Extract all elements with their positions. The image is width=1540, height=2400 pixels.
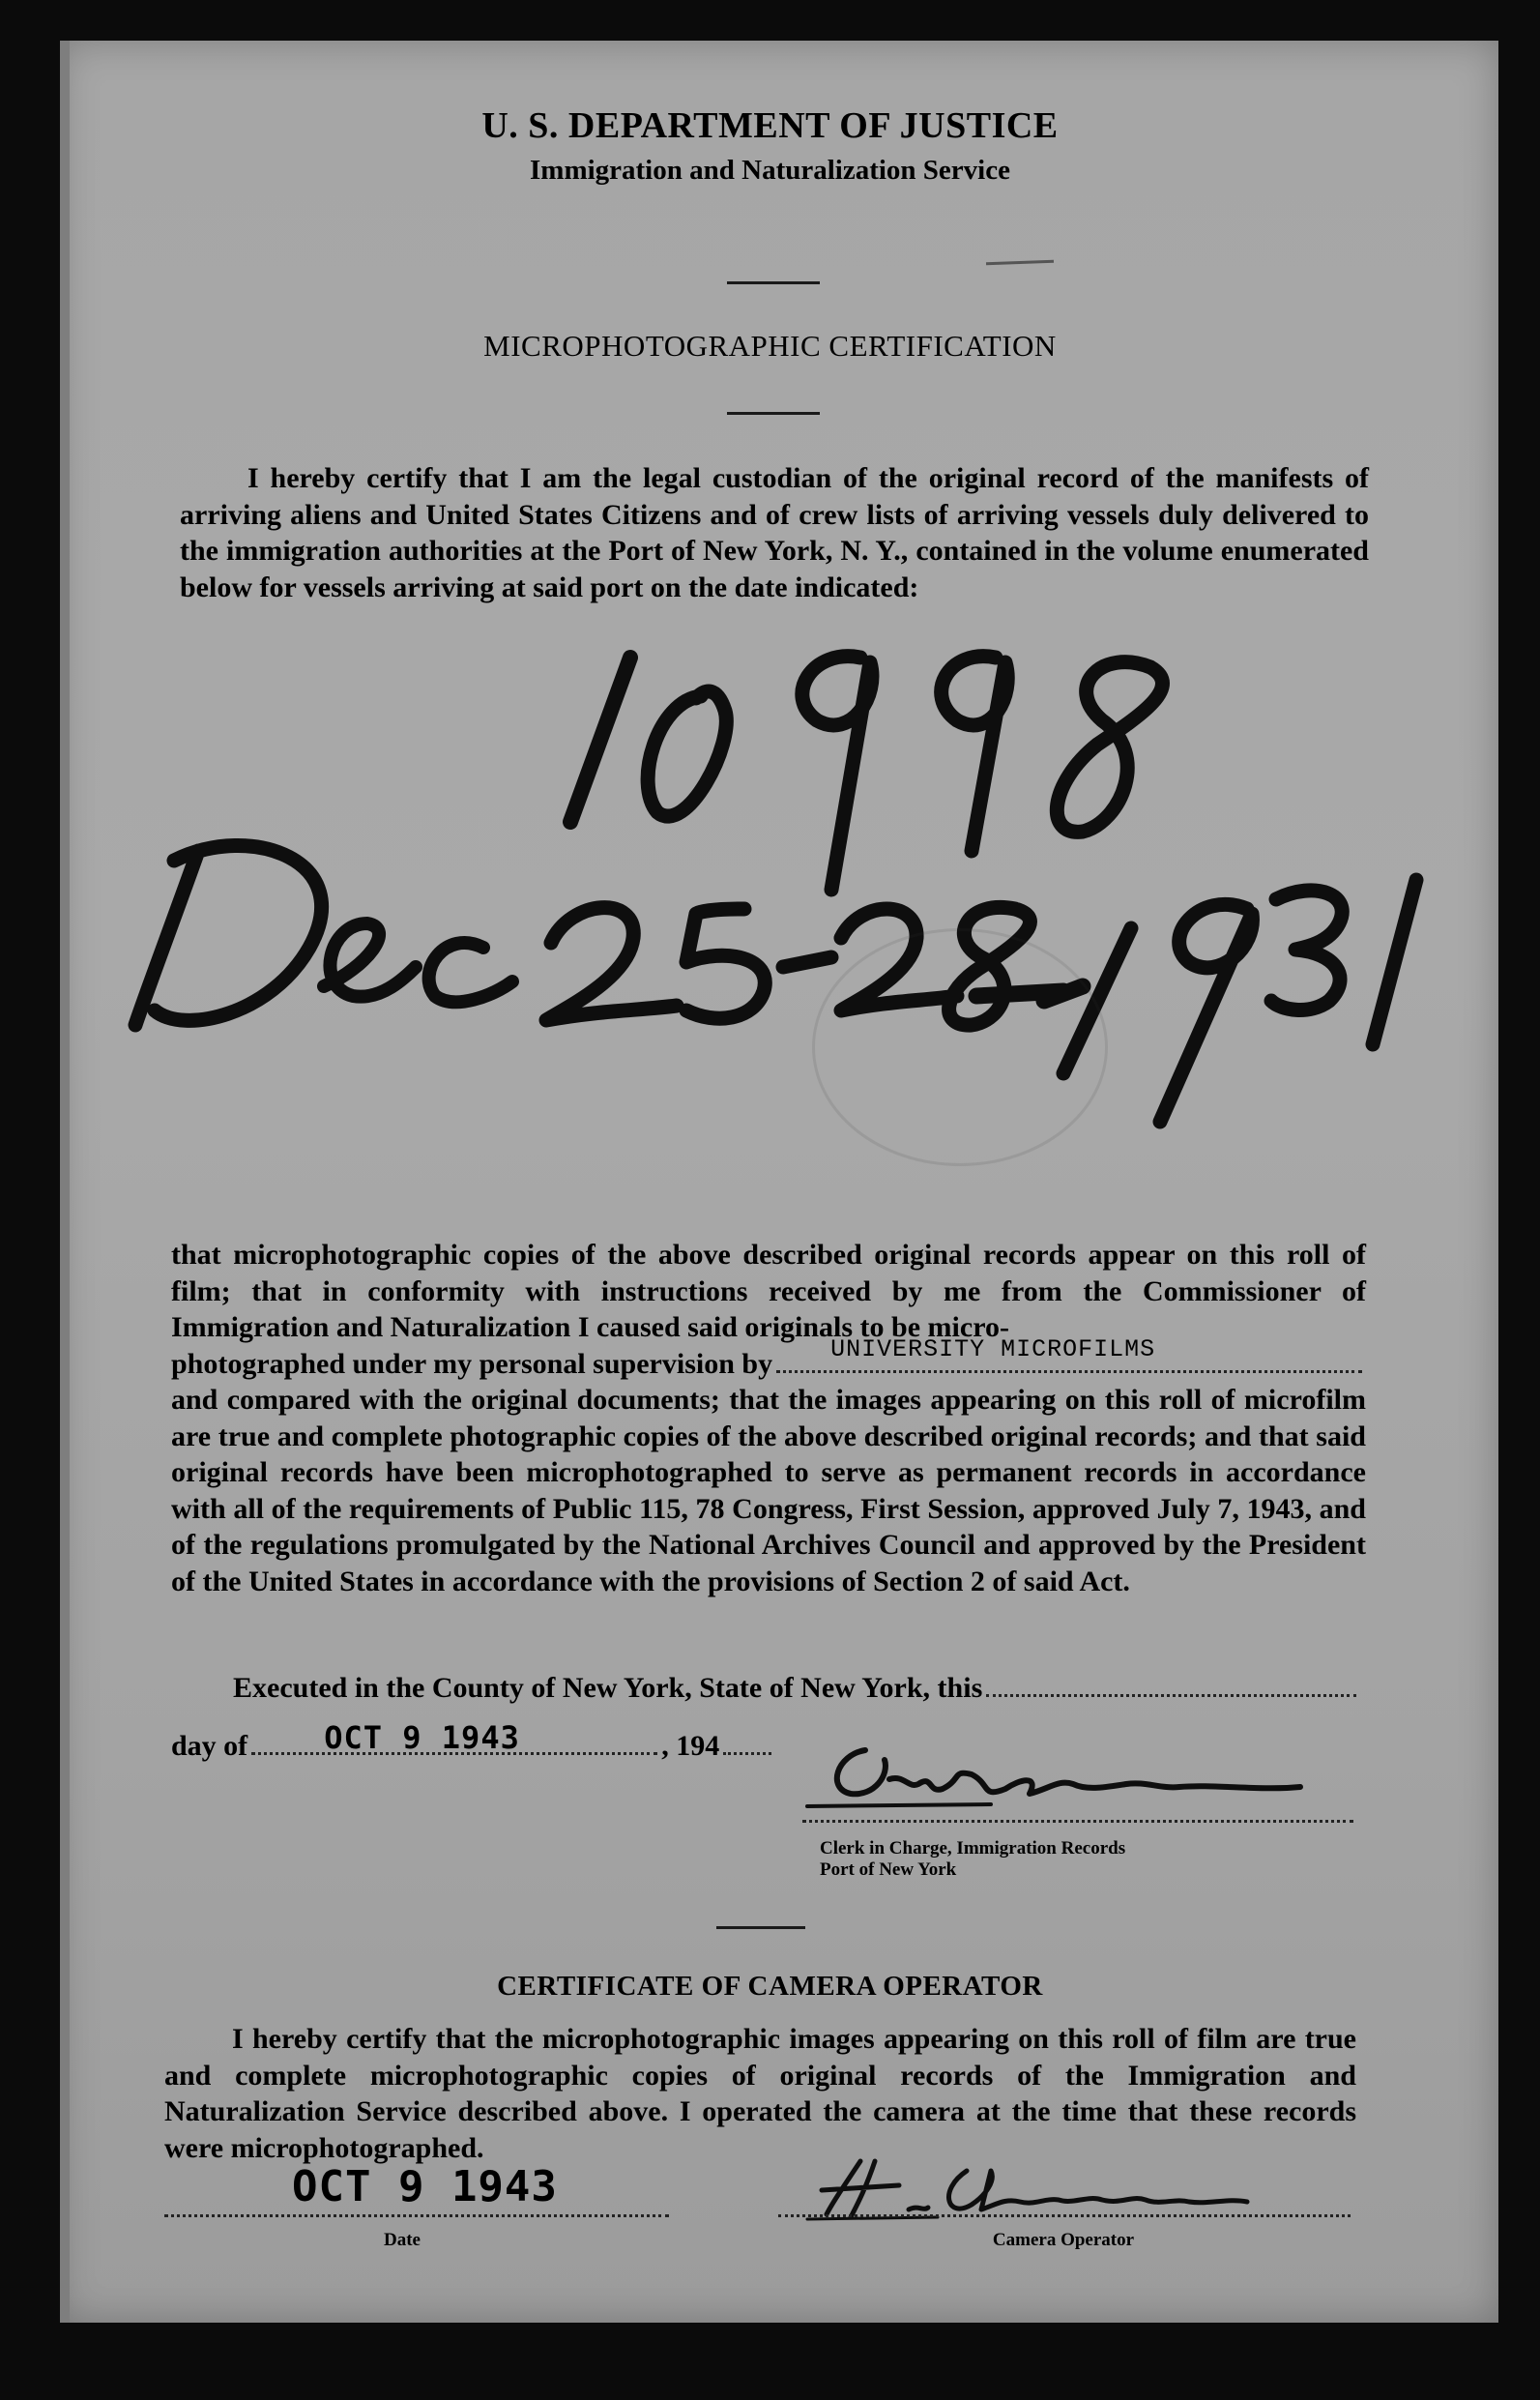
photographed-by-value: UNIVERSITY MICROFILMS [830, 1335, 1156, 1363]
camera-operator-label: Camera Operator [992, 2230, 1135, 2250]
header-divider [727, 281, 820, 284]
camera-operator-paragraph [164, 2021, 1356, 2166]
day-of-label: day of [171, 1730, 248, 1762]
camera-operator-signature [802, 2151, 1266, 2229]
clerk-title-line-2: Port of New York [820, 1859, 957, 1880]
photographed-by-label: photographed under my personal supervision by [171, 1347, 773, 1380]
department-heading: U. S. DEPARTMENT OF JUSTICE [481, 105, 1059, 146]
clerk-signature-line [802, 1820, 1353, 1823]
camera-operator-text: I hereby certify that the microphotographic images appearing on this roll of film are true and complete microphotographic copies of original records of the Immigration and Naturalization Service described above. I operated the camera at the time that these records were microphotographed. [164, 2023, 1356, 2164]
day-of-line [251, 1718, 657, 1756]
day-of-stamp: OCT 9 1943 [324, 1718, 520, 1756]
year-line [723, 1752, 771, 1755]
camera-date-line [164, 2214, 669, 2217]
handwritten-dates [116, 803, 1431, 1122]
section-divider [716, 1926, 805, 1929]
camera-date-stamp: OCT 9 1943 [292, 2162, 558, 2211]
intro-paragraph [180, 460, 1369, 605]
date-label: Date [384, 2230, 421, 2250]
year-prefix: , 194 [661, 1730, 720, 1762]
faint-stamp-ghost [812, 928, 1108, 1166]
executed-row [171, 1670, 1360, 1707]
intro-text: I hereby certify that I am the legal custodian of the original record of the manifests of arriving aliens and United States Citizens and of crew lists of arriving vessels duly delivered to the immigration authorities at the Port of New York, N. Y., contained in the volume enumerated below for vessels arriving at said port on the date indicated: [180, 462, 1369, 603]
executed-block [171, 1670, 1360, 1707]
body-text-2: and compared with the original documents; that the images appearing on this roll of microfilm are true and complete photographic copies of the above described original records; and that said original records have been microphotographed to serve as permanent records in accordance with all of the requirements of Public 115, 78 Congress, First Session, approved July 7, 1943, and of the regulations promulgated by the National Archives Council and approved by the President of the United States in accordance with the provisions of Section 2 of said Act. [171, 1384, 1366, 1597]
photographed-by-row [171, 1335, 1366, 1383]
day-of-row [171, 1718, 790, 1765]
body-paragraph [171, 1237, 1366, 1599]
certification-title: MICROPHOTOGRAPHIC CERTIFICATION [483, 329, 1057, 363]
title-divider [727, 412, 820, 415]
body-text-1: that microphotographic copies of the above described original records appear on this roll of film; that in conformity with instructions received by me from the Commissioner of Immigration and Naturalization I caused said originals to be micro- [171, 1239, 1366, 1343]
executed-text: Executed in the County of New York, State of New York, this [233, 1672, 983, 1704]
service-subheading: Immigration and Naturalization Service [530, 155, 1010, 186]
clerk-title-line-1: Clerk in Charge, Immigration Records [820, 1838, 1126, 1859]
clerk-signature [798, 1731, 1320, 1828]
camera-operator-title: CERTIFICATE OF CAMERA OPERATOR [497, 1971, 1043, 2002]
executed-day-line [986, 1694, 1356, 1697]
photographed-by-line [776, 1335, 1362, 1373]
camera-operator-line [778, 2214, 1351, 2217]
